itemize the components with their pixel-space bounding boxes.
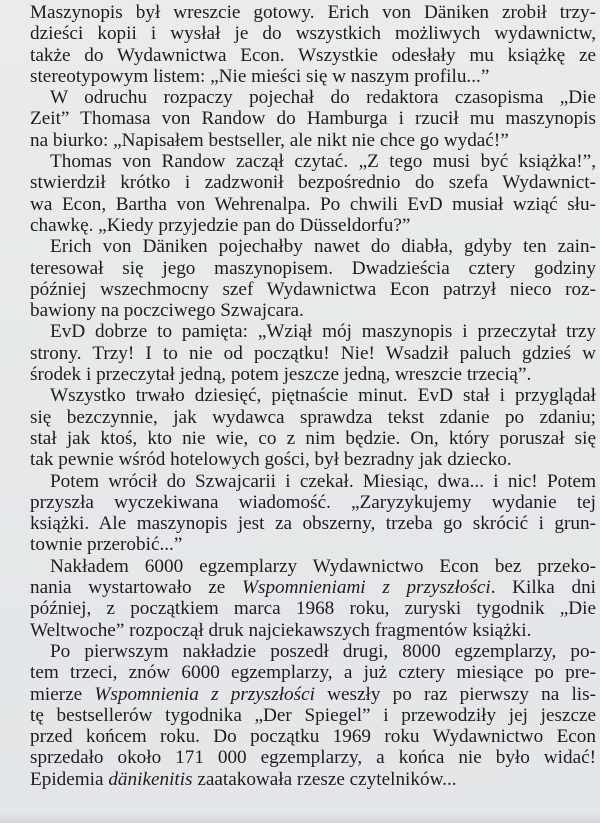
text-run: . Kilka dni xyxy=(490,577,596,599)
text-line: strony. Trzy! I to nie od początku! Nie! Wsadził paluch gdzieś w xyxy=(30,342,596,364)
text-run: weszły po raz pierwszy na lis- xyxy=(314,683,596,705)
paragraph-2 xyxy=(30,87,596,151)
paragraph-3 xyxy=(30,151,596,236)
paragraph-5 xyxy=(30,321,596,385)
text-line: teresował się jego maszynopisem. Dwadzieścia cztery godziny xyxy=(30,257,596,279)
text-line: sprzedało około 171 000 egzemplarzy, a końca nie było widać! xyxy=(30,747,596,769)
paragraph-4 xyxy=(30,236,596,321)
text-line: Maszynopis był wreszcie gotowy. Erich von Däniken zrobił trzy- xyxy=(30,2,596,23)
text-line: chawkę. „Kiedy przyjedzie pan do Düsseldorfu?” xyxy=(30,214,411,236)
text-line: wa Econ, Bartha von Wehrenalpa. Po chwili EvD musiał wziąć słu- xyxy=(30,193,596,215)
text-line: przed końcem roku. Do początku 1969 roku Wydawnictwo Econ xyxy=(30,726,596,748)
text-line: dzieści kopii i wysłał je do wszystkich możliwych wydawnictw, xyxy=(30,23,596,45)
text-line: Nakładem 6000 egzemplarzy Wydawnictwo Econ bez przeko- xyxy=(50,555,596,577)
text-line: się bezczynnie, jak wydawca sprawdza tekst zdanie po zdaniu; xyxy=(30,406,596,428)
text-line: stał jak ktoś, kto nie wie, co z nim będzie. On, który poruszał się xyxy=(30,427,596,449)
italic-term: dänikenitis xyxy=(108,768,193,790)
text-line: Thomas von Randow zaczął czytać. „Z tego musi być książka!”, xyxy=(50,151,596,173)
body-text xyxy=(30,2,596,790)
text-line: przyszła wyczekiwana wiadomość. „Zaryzykujemy wydanie tej xyxy=(30,491,596,513)
paragraph-7 xyxy=(30,471,596,556)
text-line: townie przerobić...” xyxy=(30,534,183,556)
text-line xyxy=(30,769,596,790)
text-line: Po pierwszym nakładzie poszedł drugi, 8000 egzemplarzy, po- xyxy=(50,640,596,662)
text-run: Epidemia xyxy=(30,768,109,790)
text-line: Zeit” Thomasa von Randow do Hamburga i rzucił mu maszynopis xyxy=(30,108,596,130)
text-run: mierze xyxy=(30,683,95,705)
text-line: bawiony na poczciwego Szwajcara. xyxy=(30,300,304,322)
text-line: książki. Ale maszynopis jest za obszerny, trzeba go skrócić i grun- xyxy=(30,513,596,535)
book-title: Wspomnienia z przyszłości xyxy=(94,683,315,705)
page-edge-shadow xyxy=(0,813,600,823)
paragraph-8 xyxy=(30,556,596,641)
text-line xyxy=(30,577,596,598)
text-line: tak pewnie wśród hotelowych gości, był bezradny jak dziecko. xyxy=(30,449,512,471)
text-line xyxy=(30,684,596,705)
text-line: później, z początkiem marca 1968 roku, zuryski tygodnik „Die xyxy=(30,598,596,620)
text-line: tem trzeci, znów 6000 egzemplarzy, a już cztery miesiące po pre- xyxy=(30,662,596,684)
text-line: także do Wydawnictwa Econ. Wszystkie odesłały mu książkę ze xyxy=(30,44,596,66)
text-line: Potem wrócił do Szwajcarii i czekał. Miesiąc, dwa... i nic! Potem xyxy=(50,470,596,492)
text-run: nania wystartowało ze xyxy=(30,577,242,599)
text-line: W odruchu rozpaczy pojechał do redaktora czasopisma „Die xyxy=(50,87,596,109)
text-line: później wszechmocny szef Wydawnictwa Econ patrzył nieco roz- xyxy=(30,278,596,300)
text-line: środek i przeczytał jedną, potem jeszcze jedną, wreszcie trzecią”. xyxy=(30,364,532,386)
text-run: zaatakowała rzesze czytelników... xyxy=(192,768,457,790)
paragraph-9 xyxy=(30,641,596,790)
text-line: Wszystko trwało dziesięć, piętnaście minut. EvD stał i przyglądał xyxy=(50,385,596,407)
text-line: stwierdził krótko i zadzwonił bezpośrednio do szefa Wydawnict- xyxy=(30,172,596,194)
text-line: Erich von Däniken pojechałby nawet do diabła, gdyby ten zain- xyxy=(50,236,596,258)
text-line: stereotypowym listem: „Nie mieści się w naszym profilu...” xyxy=(30,65,490,87)
paragraph-1 xyxy=(30,2,596,87)
text-line: tę bestsellerów tygodnika „Der Spiegel” i przewodziły jej jeszcze xyxy=(30,704,596,726)
text-line: EvD dobrze to pamięta: „Wziął mój maszynopis i przeczytał trzy xyxy=(50,321,596,343)
paragraph-6 xyxy=(30,385,596,470)
book-title: Wspomnieniami z przyszłości xyxy=(242,577,491,599)
text-line: na biurko: „Napisałem bestseller, ale nikt nie chce go wydać!” xyxy=(30,129,509,151)
text-line: Weltwoche” rozpoczął druk najciekawszych fragmentów książki. xyxy=(30,619,532,641)
